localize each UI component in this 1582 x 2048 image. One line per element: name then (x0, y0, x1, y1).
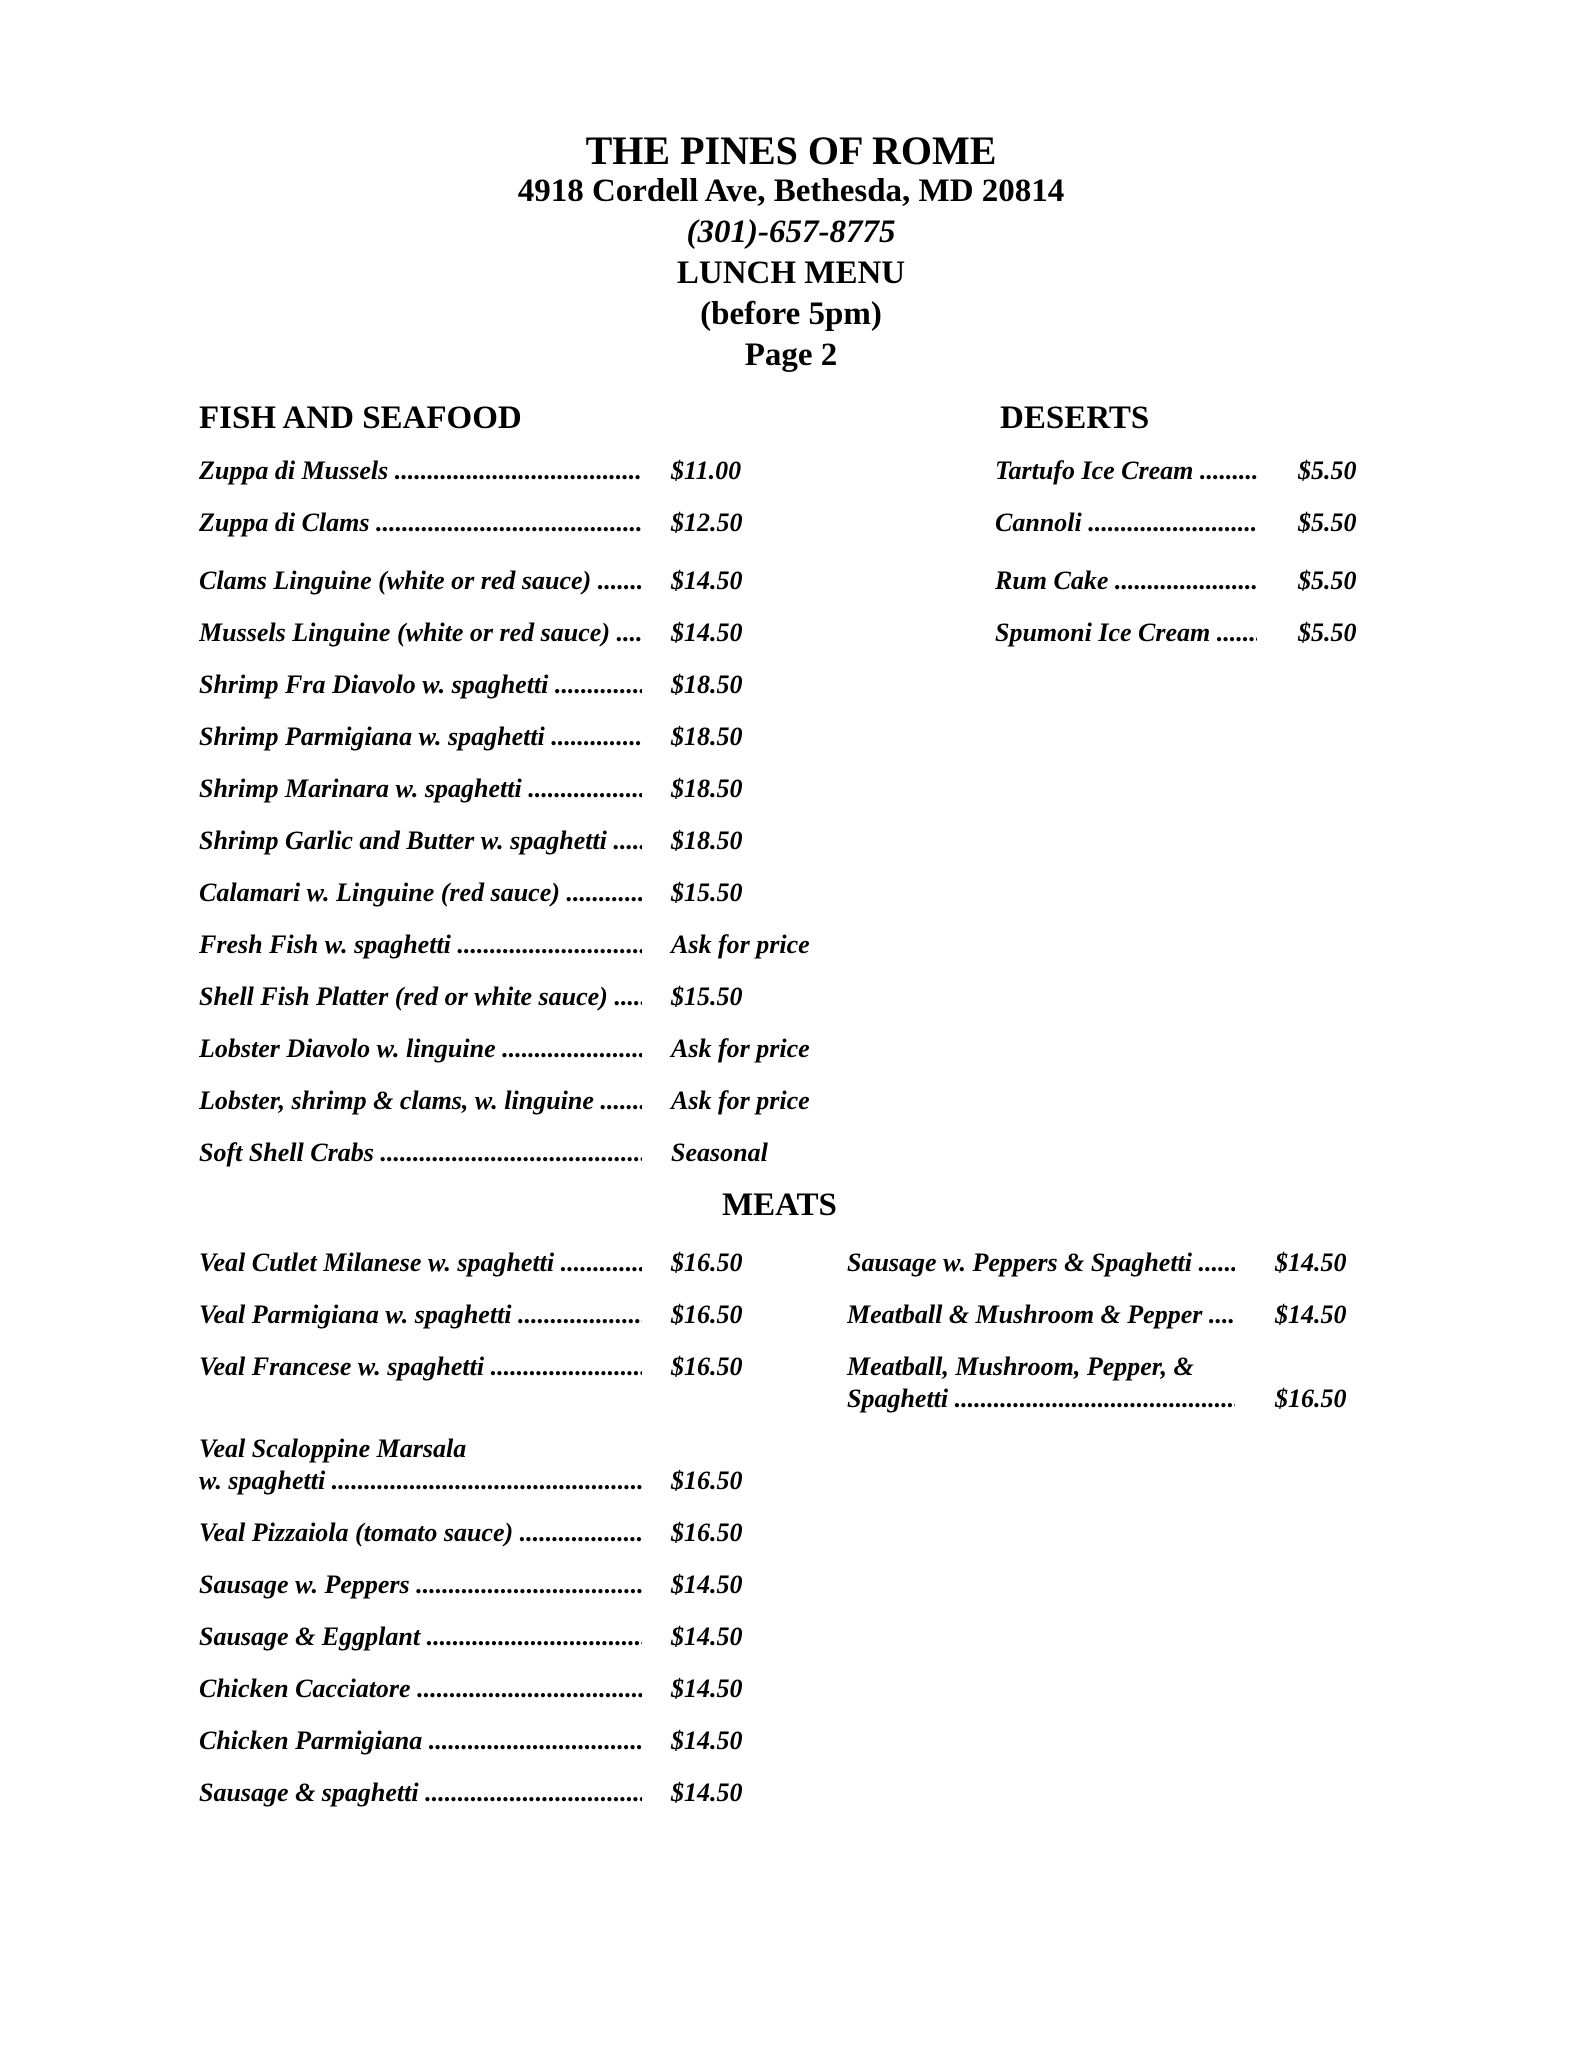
item-name: Rum Cake ..... (995, 566, 1257, 596)
item-name: Sausage & spaghetti ..... (199, 1778, 642, 1808)
item-price: $18.50 (671, 826, 743, 855)
item-price: $14.50 (671, 1778, 743, 1807)
item-price: Ask for price (671, 1034, 810, 1063)
item-name: w. spaghetti ..... (199, 1466, 642, 1496)
item-price: $18.50 (671, 774, 743, 803)
item-name: Veal Cutlet Milanese w. spaghetti ..... (199, 1248, 642, 1278)
item-price: $14.50 (671, 1674, 743, 1703)
item-name: Lobster Diavolo w. linguine ..... (199, 1034, 642, 1064)
item-price: $14.50 (1275, 1248, 1347, 1277)
item-name: Chicken Cacciatore ..... (199, 1674, 642, 1704)
menu-time-note: (before 5pm) (700, 296, 882, 332)
item-price: $14.50 (671, 1726, 743, 1755)
item-price: $14.50 (671, 1622, 743, 1651)
item-price: $15.50 (671, 982, 743, 1011)
item-name-line1: Meatball, Mushroom, Pepper, & (847, 1352, 1194, 1381)
item-name: Shrimp Fra Diavolo w. spaghetti ..... (199, 670, 642, 700)
item-price: $18.50 (671, 722, 743, 751)
item-name-line1: Veal Scaloppine Marsala (199, 1434, 467, 1463)
item-price: $16.50 (671, 1248, 743, 1277)
item-name: Shrimp Marinara w. spaghetti ..... (199, 774, 642, 804)
item-price: $14.50 (671, 618, 743, 647)
item-price: Ask for price (671, 930, 810, 959)
item-name: Calamari w. Linguine (red sauce) ..... (199, 878, 642, 908)
restaurant-name: THE PINES OF ROME (585, 128, 997, 173)
item-price: $16.50 (671, 1300, 743, 1329)
item-price: $16.50 (671, 1518, 743, 1547)
item-price: $5.50 (1298, 566, 1357, 595)
item-name: Shell Fish Platter (red or white sauce) ..... (199, 982, 642, 1012)
item-price: $16.50 (1275, 1384, 1347, 1413)
meats-section-title: MEATS (722, 1187, 837, 1223)
item-name: Sausage w. Peppers ..... (199, 1570, 642, 1600)
item-price: $5.50 (1298, 508, 1357, 537)
item-name: Tartufo Ice Cream ..... (995, 456, 1257, 486)
item-name: Fresh Fish w. spaghetti ..... (199, 930, 642, 960)
item-price: $18.50 (671, 670, 743, 699)
item-name: Meatball & Mushroom & Pepper ..... (847, 1300, 1235, 1330)
item-name: Shrimp Garlic and Butter w. spaghetti ..... (199, 826, 642, 856)
item-price: $12.50 (671, 508, 743, 537)
item-price: $14.50 (671, 1570, 743, 1599)
item-name: Shrimp Parmigiana w. spaghetti ..... (199, 722, 642, 752)
item-price: $5.50 (1298, 618, 1357, 647)
menu-type: LUNCH MENU (676, 255, 906, 291)
restaurant-address: 4918 Cordell Ave, Bethesda, MD 20814 (517, 173, 1065, 209)
item-name: Sausage & Eggplant ..... (199, 1622, 642, 1652)
fish-section-title: FISH AND SEAFOOD (199, 400, 522, 436)
item-name: Veal Francese w. spaghetti ..... (199, 1352, 642, 1382)
item-price: $14.50 (671, 566, 743, 595)
item-name: Mussels Linguine (white or red sauce) ..... (199, 618, 642, 648)
item-price: $16.50 (671, 1352, 743, 1381)
item-name: Spumoni Ice Cream ..... (995, 618, 1257, 648)
item-price: $14.50 (1275, 1300, 1347, 1329)
item-price: Seasonal (671, 1138, 768, 1167)
menu-header (0, 130, 1582, 376)
restaurant-phone: (301)-657-8775 (686, 214, 896, 250)
item-name: Zuppa di Mussels ..... (199, 456, 642, 486)
deserts-section-title: DESERTS (1000, 400, 1150, 436)
item-name: Zuppa di Clams ..... (199, 508, 642, 538)
item-name: Soft Shell Crabs ..... (199, 1138, 642, 1168)
item-price: Ask for price (671, 1086, 810, 1115)
item-name: Lobster, shrimp & clams, w. linguine ..... (199, 1086, 642, 1116)
item-name: Clams Linguine (white or red sauce) ..... (199, 566, 642, 596)
item-name: Veal Parmigiana w. spaghetti ..... (199, 1300, 642, 1330)
item-name: Chicken Parmigiana ..... (199, 1726, 642, 1756)
item-price: $16.50 (671, 1466, 743, 1495)
item-name: Spaghetti ..... (847, 1384, 1235, 1414)
item-name: Veal Pizzaiola (tomato sauce) ..... (199, 1518, 642, 1548)
item-price: $11.00 (671, 456, 742, 485)
item-name: Sausage w. Peppers & Spaghetti ..... (847, 1248, 1235, 1278)
item-price: $5.50 (1298, 456, 1357, 485)
page-number: Page 2 (744, 337, 838, 373)
item-price: $15.50 (671, 878, 743, 907)
item-name: Cannoli ..... (995, 508, 1257, 538)
